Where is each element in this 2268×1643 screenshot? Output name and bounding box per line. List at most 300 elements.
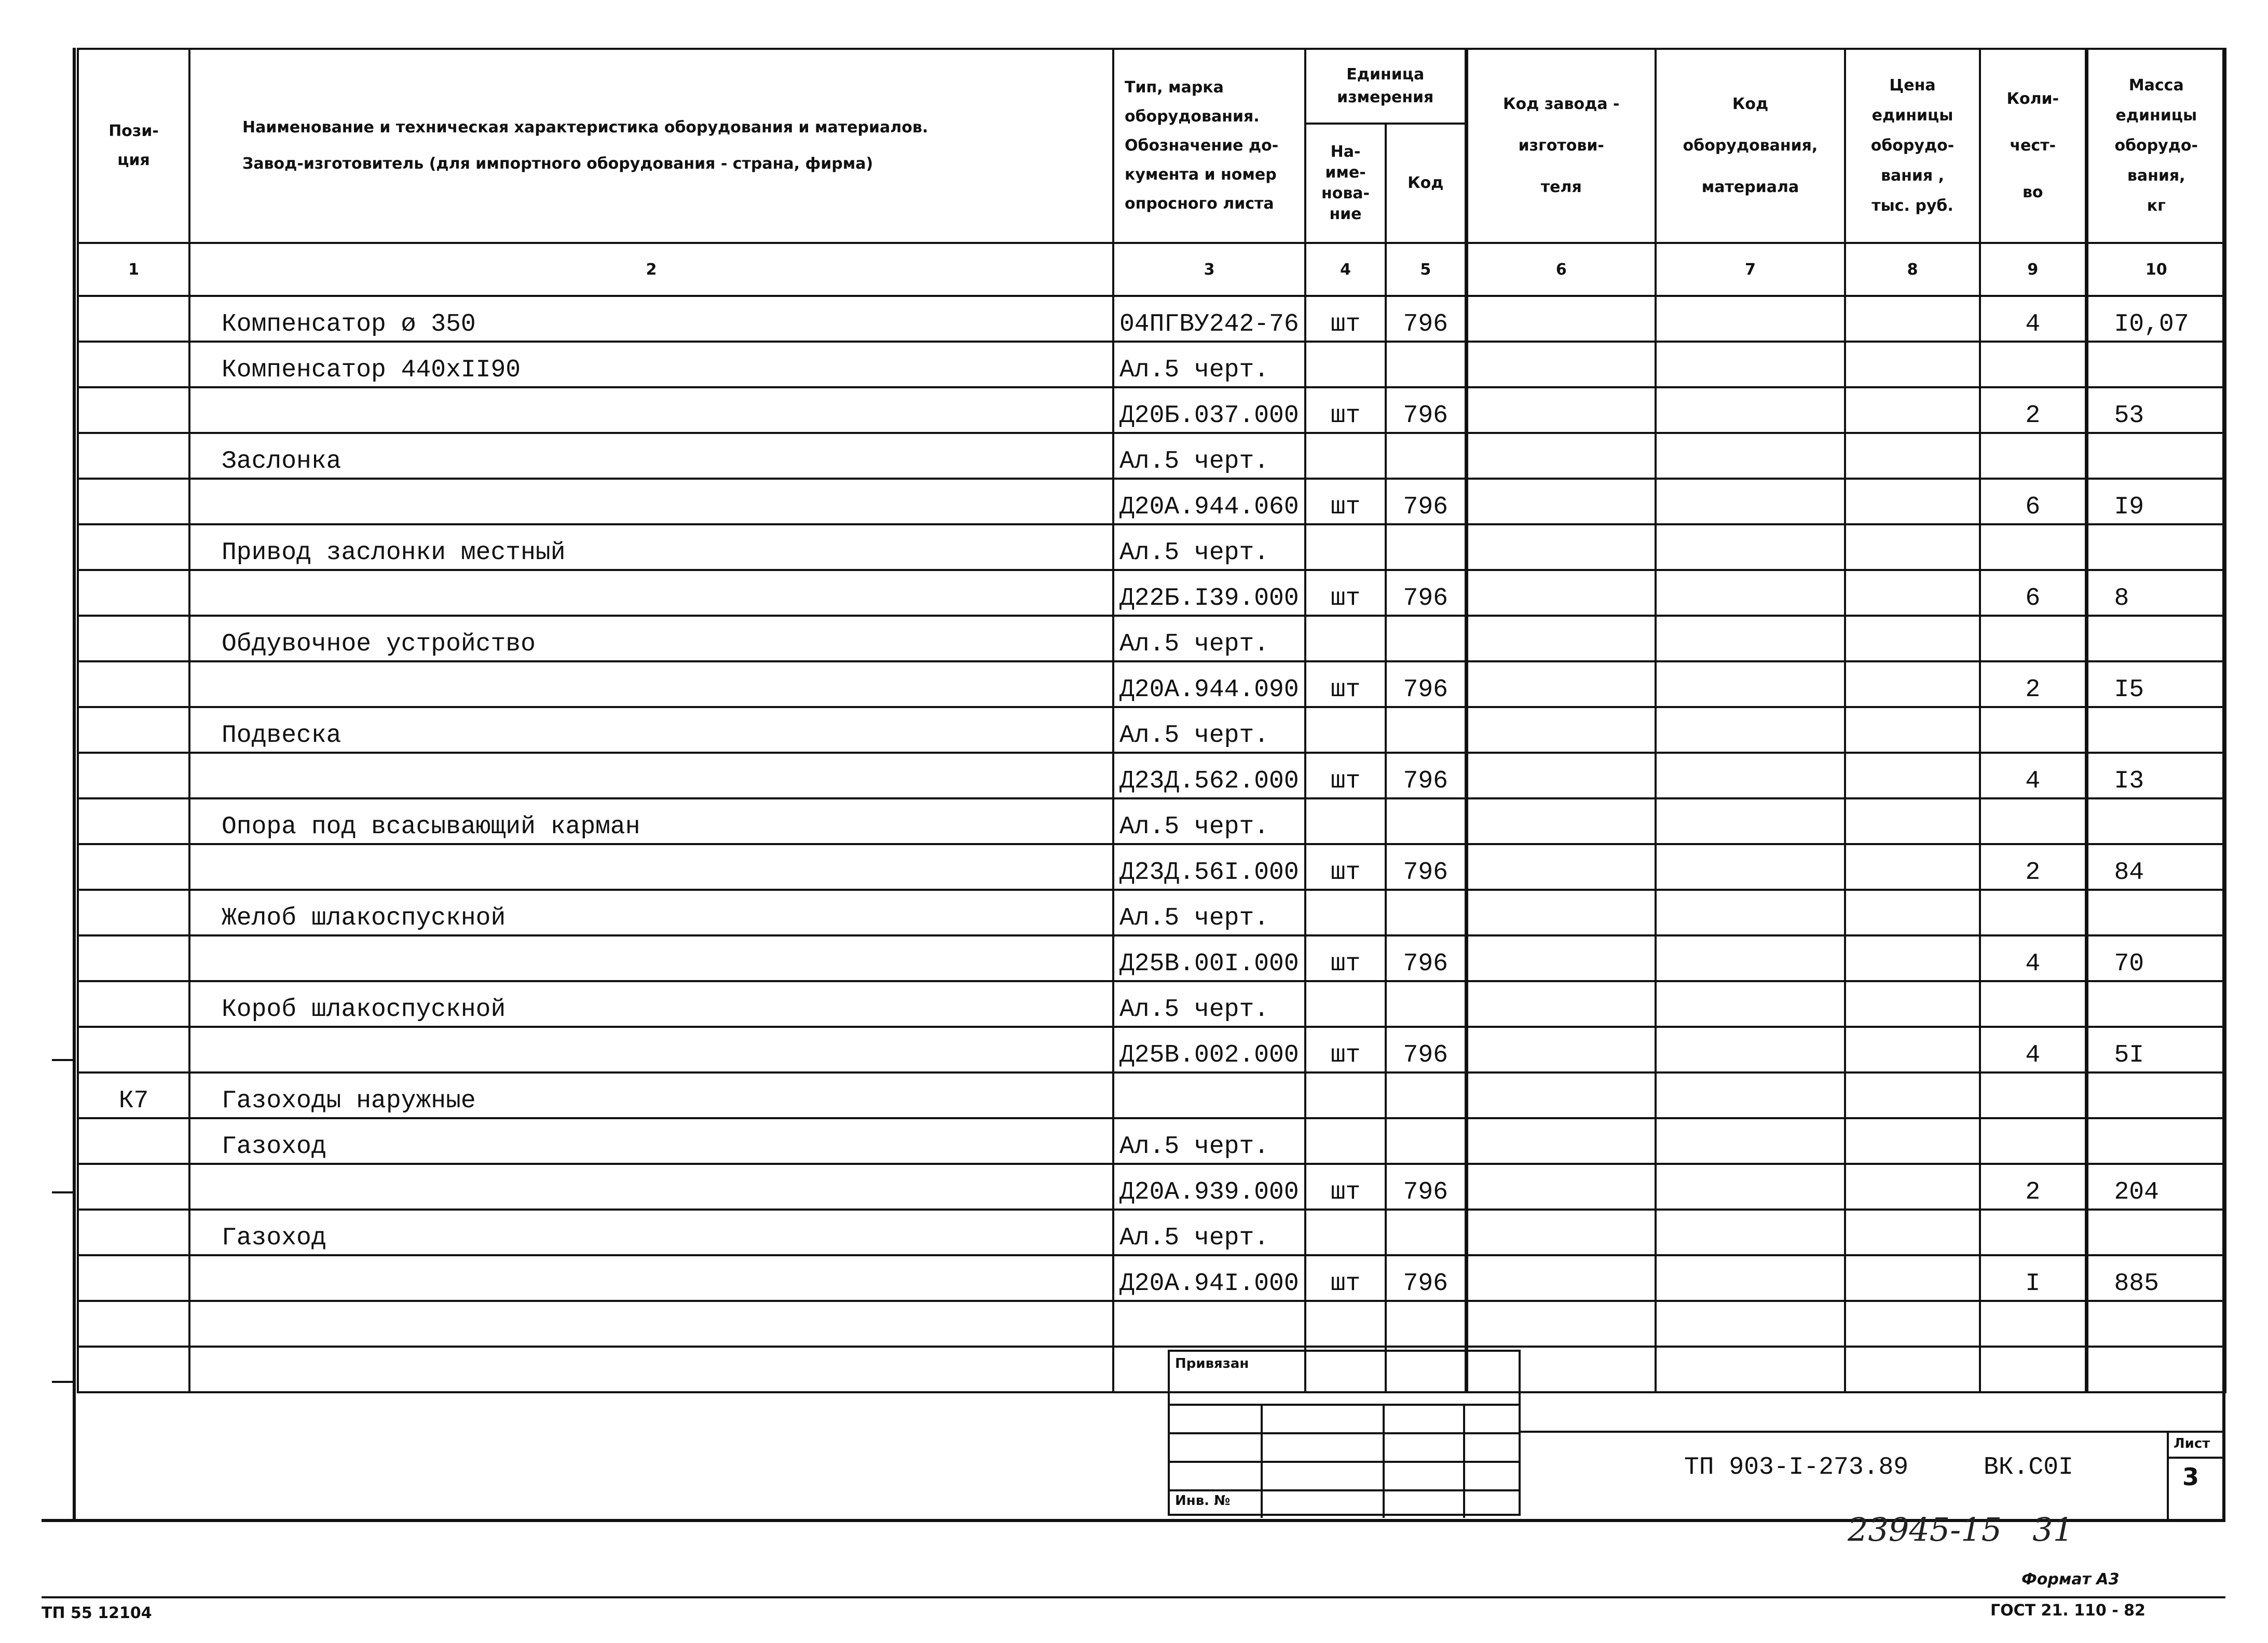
name-cell: Короб шлакоспускной xyxy=(189,981,1113,1027)
equipment-code-cell xyxy=(1656,387,1845,433)
position-cell xyxy=(78,570,189,616)
column-number: 10 xyxy=(2086,243,2225,296)
equipment-code-cell xyxy=(1656,844,1845,890)
column-number: 5 xyxy=(1386,243,1466,296)
quantity-cell xyxy=(1980,1210,2086,1255)
table-row xyxy=(78,1164,2225,1210)
header-factory-code: Код завода - изготови- теля xyxy=(1466,49,1656,243)
position-cell xyxy=(78,981,189,1027)
header-unit-code: Код xyxy=(1386,124,1466,243)
price-cell xyxy=(1845,753,1980,798)
header-position: Пози- ция xyxy=(78,49,189,243)
document-cell xyxy=(1113,1072,1305,1118)
unit-code-cell xyxy=(1386,1210,1466,1255)
quantity-cell: 4 xyxy=(1980,1027,2086,1072)
factory-code-cell xyxy=(1466,524,1656,570)
unit-name-cell xyxy=(1305,524,1386,570)
position-cell xyxy=(78,479,189,524)
unit-code-cell xyxy=(1386,616,1466,661)
factory-code-cell xyxy=(1466,1164,1656,1210)
name-cell xyxy=(189,479,1113,524)
position-cell xyxy=(78,1255,189,1301)
price-cell xyxy=(1845,844,1980,890)
factory-code-cell xyxy=(1466,890,1656,935)
unit-name-cell xyxy=(1305,981,1386,1027)
factory-code-cell xyxy=(1466,296,1656,342)
name-cell: Компенсатор ø 350 xyxy=(189,296,1113,342)
table-row xyxy=(78,342,2225,387)
format-label: Формат А3 xyxy=(2021,1570,2120,1588)
position-cell xyxy=(78,1301,189,1347)
price-cell xyxy=(1845,524,1980,570)
factory-code-cell xyxy=(1466,570,1656,616)
quantity-cell: 2 xyxy=(1980,1164,2086,1210)
factory-code-cell xyxy=(1466,387,1656,433)
unit-name-cell xyxy=(1305,342,1386,387)
price-cell xyxy=(1845,1301,1980,1347)
mass-cell: I5 xyxy=(2086,661,2225,707)
name-cell: Опора под всасывающий карман xyxy=(189,798,1113,844)
quantity-cell: 4 xyxy=(1980,753,2086,798)
document-cell: Д22Б.I39.000 xyxy=(1113,570,1305,616)
quantity-cell xyxy=(1980,524,2086,570)
column-number-row xyxy=(78,243,2225,296)
unit-code-cell xyxy=(1386,433,1466,479)
quantity-cell: 6 xyxy=(1980,479,2086,524)
price-cell xyxy=(1845,1072,1980,1118)
mass-cell xyxy=(2086,1301,2225,1347)
price-cell xyxy=(1845,296,1980,342)
name-cell xyxy=(189,1027,1113,1072)
header-mass: Масса единицы оборудо- вания, кг xyxy=(2086,49,2225,243)
table-row xyxy=(78,798,2225,844)
factory-code-cell xyxy=(1466,1027,1656,1072)
column-number: 9 xyxy=(1980,243,2086,296)
unit-code-cell: 796 xyxy=(1386,661,1466,707)
position-cell xyxy=(78,342,189,387)
table-row xyxy=(78,1255,2225,1301)
mass-cell: 84 xyxy=(2086,844,2225,890)
table-row xyxy=(78,1027,2225,1072)
document-cell: Д23Д.562.000 xyxy=(1113,753,1305,798)
unit-name-cell: шт xyxy=(1305,387,1386,433)
unit-name-cell xyxy=(1305,1210,1386,1255)
column-number: 3 xyxy=(1113,243,1305,296)
name-cell: Газоход xyxy=(189,1118,1113,1164)
document-cell: Д20А.944.060 xyxy=(1113,479,1305,524)
position-cell xyxy=(78,1027,189,1072)
unit-name-cell: шт xyxy=(1305,1255,1386,1301)
equipment-code-cell xyxy=(1656,1118,1845,1164)
position-cell xyxy=(78,296,189,342)
mass-cell: 204 xyxy=(2086,1164,2225,1210)
mass-cell xyxy=(2086,981,2225,1027)
unit-code-cell xyxy=(1386,1072,1466,1118)
quantity-cell: 4 xyxy=(1980,935,2086,981)
factory-code-cell xyxy=(1466,707,1656,753)
document-cell: Д23Д.56I.000 xyxy=(1113,844,1305,890)
equipment-code-cell xyxy=(1656,570,1845,616)
factory-code-cell xyxy=(1466,753,1656,798)
inventory-number-label: Инв. № xyxy=(1175,1493,1231,1509)
table-row xyxy=(78,661,2225,707)
binding-label: Привязан xyxy=(1175,1356,1249,1372)
document-cell xyxy=(1113,1301,1305,1347)
mass-cell xyxy=(2086,616,2225,661)
price-cell xyxy=(1845,1027,1980,1072)
equipment-code-cell xyxy=(1656,1164,1845,1210)
unit-code-cell xyxy=(1386,890,1466,935)
document-cell: Ал.5 черт. xyxy=(1113,342,1305,387)
header-name: Наименование и техническая характеристика оборудования и материалов. Завод-изготовитель (для импортного оборудования - страна, фирма) xyxy=(189,49,1113,243)
mass-cell xyxy=(2086,342,2225,387)
unit-code-cell xyxy=(1386,798,1466,844)
quantity-cell xyxy=(1980,1072,2086,1118)
factory-code-cell xyxy=(1466,1210,1656,1255)
quantity-cell xyxy=(1980,890,2086,935)
factory-code-cell xyxy=(1466,479,1656,524)
equipment-code-cell xyxy=(1656,479,1845,524)
unit-name-cell: шт xyxy=(1305,296,1386,342)
name-cell xyxy=(189,387,1113,433)
mass-cell: I3 xyxy=(2086,753,2225,798)
equipment-code-cell xyxy=(1656,798,1845,844)
equipment-code-cell xyxy=(1656,616,1845,661)
quantity-cell xyxy=(1980,981,2086,1027)
equipment-code-cell xyxy=(1656,1347,1845,1392)
binding-stamp xyxy=(1168,1350,1521,1516)
quantity-cell xyxy=(1980,342,2086,387)
unit-code-cell xyxy=(1386,1118,1466,1164)
position-cell xyxy=(78,844,189,890)
mass-cell xyxy=(2086,433,2225,479)
column-number: 8 xyxy=(1845,243,1980,296)
table-row xyxy=(78,570,2225,616)
name-cell: Привод заслонки местный xyxy=(189,524,1113,570)
sheet-label: Лист xyxy=(2174,1436,2210,1451)
name-cell xyxy=(189,1301,1113,1347)
unit-name-cell xyxy=(1305,1072,1386,1118)
mass-cell: 5I xyxy=(2086,1027,2225,1072)
equipment-code-cell xyxy=(1656,890,1845,935)
mass-cell xyxy=(2086,1210,2225,1255)
position-cell xyxy=(78,1164,189,1210)
price-cell xyxy=(1845,616,1980,661)
factory-code-cell xyxy=(1466,935,1656,981)
position-cell: К7 xyxy=(78,1072,189,1118)
document-cell: Ал.5 черт. xyxy=(1113,616,1305,661)
document-cell: Ал.5 черт. xyxy=(1113,890,1305,935)
price-cell xyxy=(1845,935,1980,981)
document-cell: Ал.5 черт. xyxy=(1113,524,1305,570)
table-row xyxy=(78,753,2225,798)
factory-code-cell xyxy=(1466,1255,1656,1301)
unit-name-cell: шт xyxy=(1305,844,1386,890)
unit-code-cell: 796 xyxy=(1386,1164,1466,1210)
unit-code-cell: 796 xyxy=(1386,570,1466,616)
document-cell: Д20А.944.090 xyxy=(1113,661,1305,707)
mass-cell xyxy=(2086,524,2225,570)
table-row xyxy=(78,1072,2225,1118)
mass-cell: 885 xyxy=(2086,1255,2225,1301)
unit-name-cell: шт xyxy=(1305,570,1386,616)
mass-cell: I0,07 xyxy=(2086,296,2225,342)
gost-label: ГОСТ 21. 110 - 82 xyxy=(1990,1601,2146,1620)
equipment-code-cell xyxy=(1656,1255,1845,1301)
unit-name-cell xyxy=(1305,616,1386,661)
unit-name-cell: шт xyxy=(1305,935,1386,981)
header-quantity: Коли- чест- во xyxy=(1980,49,2086,243)
equipment-code-cell xyxy=(1656,433,1845,479)
price-cell xyxy=(1845,479,1980,524)
quantity-cell: 2 xyxy=(1980,387,2086,433)
header-unit: Единица измерения xyxy=(1305,49,1466,124)
equipment-code-cell xyxy=(1656,935,1845,981)
document-cell: Д20А.94I.000 xyxy=(1113,1255,1305,1301)
position-cell xyxy=(78,661,189,707)
factory-code-cell xyxy=(1466,1072,1656,1118)
name-cell: Подвеска xyxy=(189,707,1113,753)
position-cell xyxy=(78,935,189,981)
price-cell xyxy=(1845,1210,1980,1255)
quantity-cell: 4 xyxy=(1980,296,2086,342)
unit-code-cell xyxy=(1386,707,1466,753)
position-cell xyxy=(78,1347,189,1392)
table-row xyxy=(78,387,2225,433)
sheet-cell-mid-line xyxy=(2167,1457,2224,1459)
mass-cell xyxy=(2086,798,2225,844)
mass-cell: 70 xyxy=(2086,935,2225,981)
document-cell: Д20А.939.000 xyxy=(1113,1164,1305,1210)
name-cell xyxy=(189,1164,1113,1210)
unit-name-cell xyxy=(1305,890,1386,935)
document-cell: 04ПГВУ242-76 xyxy=(1113,296,1305,342)
table-row xyxy=(78,296,2225,342)
margin-tick xyxy=(52,1381,73,1383)
table-row xyxy=(78,433,2225,479)
mass-cell xyxy=(2086,1118,2225,1164)
frame-left-line xyxy=(73,48,76,1522)
name-cell xyxy=(189,661,1113,707)
sheet-number: 3 xyxy=(2182,1463,2199,1491)
document-cell: Ал.5 черт. xyxy=(1113,981,1305,1027)
unit-name-cell: шт xyxy=(1305,661,1386,707)
quantity-cell xyxy=(1980,616,2086,661)
price-cell xyxy=(1845,1118,1980,1164)
equipment-code-cell xyxy=(1656,1072,1845,1118)
unit-code-cell: 796 xyxy=(1386,1027,1466,1072)
name-cell: Обдувочное устройство xyxy=(189,616,1113,661)
position-cell xyxy=(78,707,189,753)
document-cell: Д20Б.037.000 xyxy=(1113,387,1305,433)
name-cell xyxy=(189,1347,1113,1392)
name-cell xyxy=(189,1255,1113,1301)
footer-line xyxy=(42,1596,2225,1598)
document-cell: Ал.5 черт. xyxy=(1113,433,1305,479)
position-cell xyxy=(78,616,189,661)
header-equipment-code: Код оборудования, материала xyxy=(1656,49,1845,243)
price-cell xyxy=(1845,707,1980,753)
quantity-cell: 6 xyxy=(1980,570,2086,616)
unit-code-cell xyxy=(1386,1301,1466,1347)
unit-code-cell xyxy=(1386,524,1466,570)
name-cell: Газоходы наружные xyxy=(189,1072,1113,1118)
name-cell: Компенсатор 440хII90 xyxy=(189,342,1113,387)
quantity-cell xyxy=(1980,1301,2086,1347)
equipment-code-cell xyxy=(1656,661,1845,707)
position-cell xyxy=(78,387,189,433)
unit-code-cell: 796 xyxy=(1386,387,1466,433)
sheet-cell-left-line xyxy=(2167,1431,2169,1519)
table-row xyxy=(78,981,2225,1027)
mass-cell: 53 xyxy=(2086,387,2225,433)
quantity-cell xyxy=(1980,707,2086,753)
unit-name-cell: шт xyxy=(1305,1027,1386,1072)
position-cell xyxy=(78,1210,189,1255)
column-number: 7 xyxy=(1656,243,1845,296)
quantity-cell xyxy=(1980,1118,2086,1164)
table-row xyxy=(78,844,2225,890)
document-number: ТП 903-I-273.89 xyxy=(1684,1454,1909,1482)
table-row xyxy=(78,524,2225,570)
position-cell xyxy=(78,753,189,798)
header-unit-name: На- име- нова- ние xyxy=(1305,124,1386,243)
position-cell xyxy=(78,524,189,570)
unit-code-cell: 796 xyxy=(1386,935,1466,981)
quantity-cell: 2 xyxy=(1980,661,2086,707)
mass-cell xyxy=(2086,1347,2225,1392)
factory-code-cell xyxy=(1466,798,1656,844)
unit-code-cell: 796 xyxy=(1386,296,1466,342)
header-type: Тип, марка оборудования. Обозначение до- кумента и номер опросного листа xyxy=(1113,49,1305,243)
handwritten-inventory-number: 23945-15 31 xyxy=(1848,1511,2074,1549)
position-cell xyxy=(78,1118,189,1164)
column-number: 1 xyxy=(78,243,189,296)
price-cell xyxy=(1845,890,1980,935)
document-cell: Ал.5 черт. xyxy=(1113,707,1305,753)
price-cell xyxy=(1845,1347,1980,1392)
table-row xyxy=(78,1301,2225,1347)
table-row xyxy=(78,707,2225,753)
unit-code-cell xyxy=(1386,342,1466,387)
mass-cell: I9 xyxy=(2086,479,2225,524)
price-cell xyxy=(1845,661,1980,707)
table-row xyxy=(78,935,2225,981)
quantity-cell xyxy=(1980,798,2086,844)
equipment-code-cell xyxy=(1656,1301,1845,1347)
mass-cell xyxy=(2086,1072,2225,1118)
unit-name-cell: шт xyxy=(1305,753,1386,798)
position-cell xyxy=(78,433,189,479)
column-number: 4 xyxy=(1305,243,1386,296)
document-cell: Ал.5 черт. xyxy=(1113,1210,1305,1255)
equipment-code-cell xyxy=(1656,753,1845,798)
factory-code-cell xyxy=(1466,981,1656,1027)
table-row xyxy=(78,1347,2225,1392)
name-cell xyxy=(189,844,1113,890)
unit-name-cell xyxy=(1305,433,1386,479)
quantity-cell xyxy=(1980,433,2086,479)
factory-code-cell xyxy=(1466,1118,1656,1164)
unit-code-cell xyxy=(1386,981,1466,1027)
table-row xyxy=(78,890,2225,935)
name-cell: Заслонка xyxy=(189,433,1113,479)
equipment-code-cell xyxy=(1656,1210,1845,1255)
name-cell: Желоб шлакоспускной xyxy=(189,890,1113,935)
header-price: Цена единицы оборудо- вания , тыс. руб. xyxy=(1845,49,1980,243)
factory-code-cell xyxy=(1466,342,1656,387)
name-cell xyxy=(189,570,1113,616)
unit-code-cell: 796 xyxy=(1386,1255,1466,1301)
unit-name-cell: шт xyxy=(1305,479,1386,524)
price-cell xyxy=(1845,798,1980,844)
unit-code-cell: 796 xyxy=(1386,844,1466,890)
price-cell xyxy=(1845,1164,1980,1210)
document-cell: Д25В.002.000 xyxy=(1113,1027,1305,1072)
price-cell xyxy=(1845,570,1980,616)
document-cell: Ал.5 черт. xyxy=(1113,798,1305,844)
mass-cell: 8 xyxy=(2086,570,2225,616)
factory-code-cell xyxy=(1466,616,1656,661)
price-cell xyxy=(1845,981,1980,1027)
factory-code-cell xyxy=(1466,661,1656,707)
unit-name-cell xyxy=(1305,707,1386,753)
unit-code-cell: 796 xyxy=(1386,753,1466,798)
title-block-top-line xyxy=(1521,1431,2224,1433)
unit-code-cell: 796 xyxy=(1386,479,1466,524)
factory-code-cell xyxy=(1466,1301,1656,1347)
column-number: 6 xyxy=(1466,243,1656,296)
price-cell xyxy=(1845,387,1980,433)
table-row xyxy=(78,1210,2225,1255)
position-cell xyxy=(78,798,189,844)
equipment-code-cell xyxy=(1656,1027,1845,1072)
name-cell: Газоход xyxy=(189,1210,1113,1255)
factory-code-cell xyxy=(1466,433,1656,479)
price-cell xyxy=(1845,433,1980,479)
name-cell xyxy=(189,753,1113,798)
equipment-code-cell xyxy=(1656,707,1845,753)
unit-name-cell xyxy=(1305,798,1386,844)
position-cell xyxy=(78,890,189,935)
mass-cell xyxy=(2086,707,2225,753)
document-cell: Д25В.00I.000 xyxy=(1113,935,1305,981)
column-number: 2 xyxy=(189,243,1113,296)
equipment-code-cell xyxy=(1656,981,1845,1027)
unit-name-cell xyxy=(1305,1301,1386,1347)
equipment-code-cell xyxy=(1656,342,1845,387)
specification-table xyxy=(77,48,2226,1393)
table-row xyxy=(78,479,2225,524)
mass-cell xyxy=(2086,890,2225,935)
document-mark: ВК.С0I xyxy=(1984,1454,2073,1482)
price-cell xyxy=(1845,1255,1980,1301)
equipment-code-cell xyxy=(1656,524,1845,570)
equipment-code-cell xyxy=(1656,296,1845,342)
quantity-cell xyxy=(1980,1347,2086,1392)
table-row xyxy=(78,1118,2225,1164)
document-cell: Ал.5 черт. xyxy=(1113,1118,1305,1164)
table-row xyxy=(78,616,2225,661)
margin-tick xyxy=(52,1191,73,1193)
factory-code-cell xyxy=(1466,844,1656,890)
unit-name-cell xyxy=(1305,1118,1386,1164)
name-cell xyxy=(189,935,1113,981)
margin-tick xyxy=(52,1059,73,1061)
unit-name-cell: шт xyxy=(1305,1164,1386,1210)
footer-left-code: ТП 55 12104 xyxy=(42,1604,152,1622)
quantity-cell: 2 xyxy=(1980,844,2086,890)
